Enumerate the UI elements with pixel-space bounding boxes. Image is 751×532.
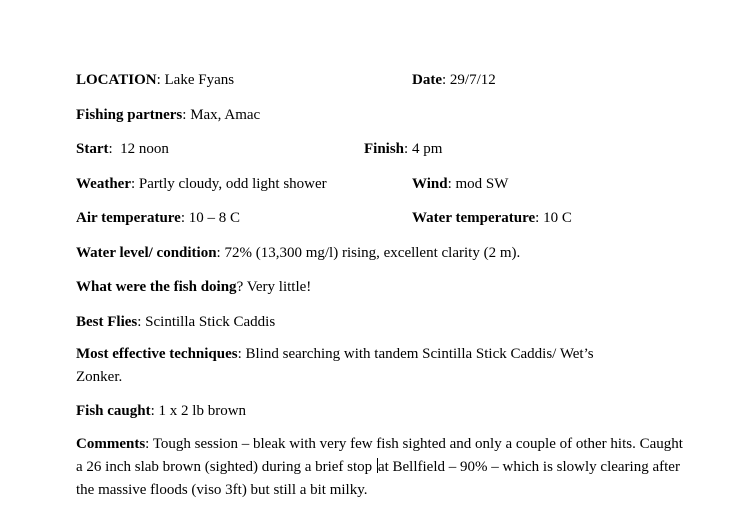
wind-value: mod SW [455,176,509,192]
finish-value: 4 pm [411,141,443,157]
water-temp-value: 10 C [543,210,572,226]
partners-label: Fishing partners [76,107,183,123]
comments-value-part1: Tough session – bleak with very few fish sighted and only a couple of other hits. Caught a 26 inch slab brown (sighted) during a brief stop [76,436,683,475]
wind-label: Wind [412,176,448,192]
date-line: Date: 29/7/12 [412,72,496,88]
comments-value-part2: at Bellfield – 90% – which is slowly clearing after the massive floods (viso 3ft) but still a bit milky. [76,459,680,498]
weather-label: Weather [76,176,131,192]
wind-line: Wind: mod SW [412,176,509,192]
location-line: LOCATION: Lake Fyans [76,72,235,88]
date-value: 29/7/12 [449,72,496,88]
water-temp-line: Water temperature: 10 C [412,210,572,226]
location-label: LOCATION [76,72,157,88]
water-level-label: Water level/ condition [76,245,217,261]
weather-value: Partly cloudy, odd light shower [138,176,327,192]
water-level-value: 72% (13,300 mg/l) rising, excellent clarity (2 m). [224,245,521,261]
fish-caught-label: Fish caught [76,403,151,419]
best-flies-label: Best Flies [76,314,138,330]
comments-paragraph: Comments: Tough session – bleak with very few fish sighted and only a couple of other hits. Caught a 26 inch slab brown (sighted) during a brief stop at Bellfield – 90% – which is slowly clearing after the massive floods (viso 3ft) but still a bit milky. [76,436,683,498]
best-flies-value: Scintilla Stick Caddis [145,314,276,330]
techniques-label: Most effective techniques [76,346,238,362]
date-label: Date [412,72,442,88]
air-temp-label: Air temperature [76,210,181,226]
air-temp-value: 10 – 8 C [188,210,241,226]
partners-line: Fishing partners: Max, Amac [76,107,261,123]
techniques-paragraph: Most effective techniques: Blind searching with tandem Scintilla Stick Caddis/ Wet’s Zonker. [76,346,594,385]
finish-line: Finish: 4 pm [364,141,443,157]
start-value: 12 noon [120,141,169,157]
fish-caught-line: Fish caught: 1 x 2 lb brown [76,403,247,419]
air-temp-line: Air temperature: 10 – 8 C [76,210,241,226]
partners-value: Max, Amac [190,107,261,123]
weather-line: Weather: Partly cloudy, odd light shower [76,176,327,192]
finish-label: Finish [364,141,405,157]
best-flies-line: Best Flies: Scintilla Stick Caddis [76,314,276,330]
comments-label: Comments [76,436,146,452]
water-temp-label: Water temperature [412,210,536,226]
fish-doing-value: Very little! [246,279,312,295]
techniques-value: Blind searching with tandem Scintilla Stick Caddis/ Wet’s Zonker. [76,346,594,385]
location-value: Lake Fyans [164,72,235,88]
water-level-line: Water level/ condition: 72% (13,300 mg/l) rising, excellent clarity (2 m). [76,245,521,261]
start-line: Start: 12 noon [76,141,169,157]
fish-doing-line: What were the fish doing? Very little! [76,279,312,295]
fish-doing-label: What were the fish doing [76,279,237,295]
start-label: Start [76,141,109,157]
fish-caught-value: 1 x 2 lb brown [158,403,247,419]
